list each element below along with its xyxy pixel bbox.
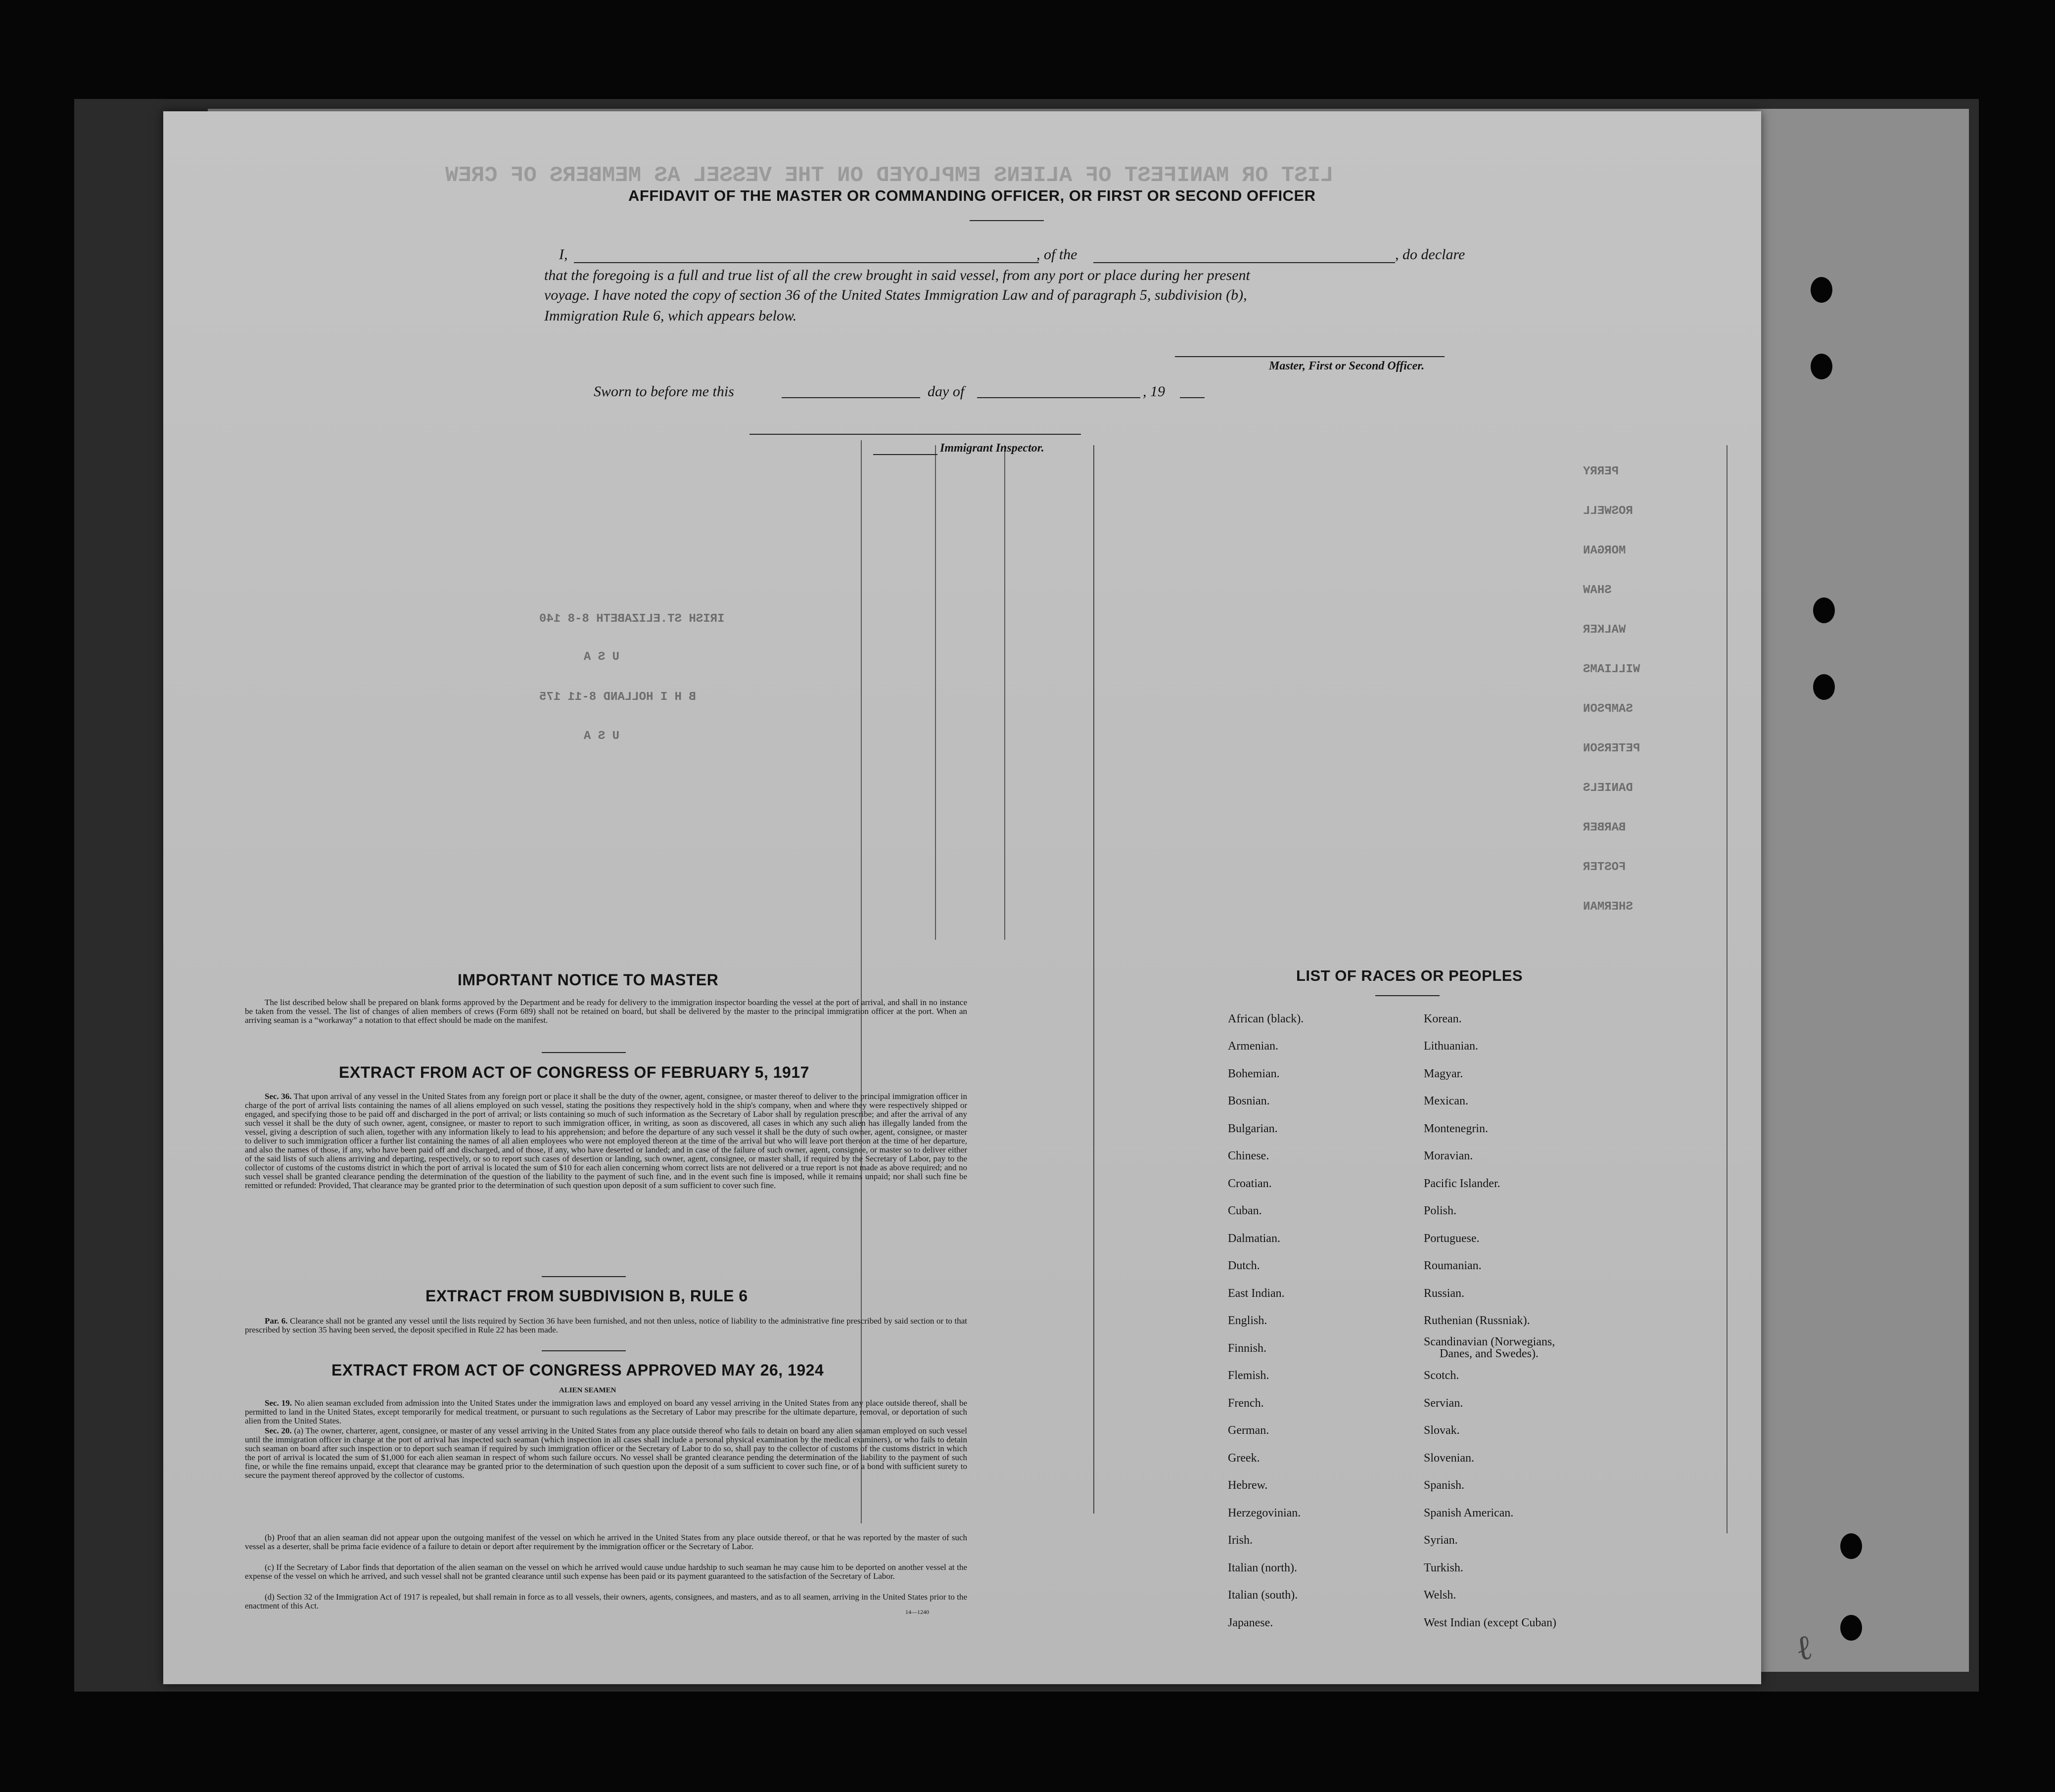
race-right-item: Magyar. (1424, 1067, 1463, 1080)
race-right-item: Moravian. (1424, 1149, 1473, 1162)
notice-title: IMPORTANT NOTICE TO MASTER (458, 971, 719, 989)
ghost-name: MORGAN (1583, 544, 1626, 557)
sec-20-body: (a) The owner, charterer, agent, consignee, or master of any vessel arriving in the United States from any place outside thereof who fails to detain on board any alien seaman employed on such vessel until the immigration officer in charge at the port of arrival has inspected such seaman (which inspection in all cases shall include a personal physical examination by the medical examiners), or who fails to detain such seaman on board after such inspection or to deport such seaman if required by such immigration officer or the Secretary of Labor to do so, shall pay to the collector of customs of the customs district in which the port of arrival is located the sum of $1,000 for each alien seaman in respect of whom such failure occurs. No vessel shall be granted clearance pending the determination of the liability to the payment of such fine, or while the fine remains unpaid, except that clearance may be granted prior to the determination of such question upon the deposit of a sum sufficient to cover such fine, or of a bond with sufficient surety to secure the payment thereof approved by the collector of customs. (245, 1426, 967, 1480)
punch-hole (1811, 277, 1832, 303)
column-line (1727, 445, 1728, 1533)
ghost-name: SHAW (1583, 584, 1612, 597)
extract-1924-p3: (b) Proof that an alien seaman did not appear upon the outgoing manifest of the vessel on which he arrived in the United States from any place outside thereof, or that he was reported by the master of such vessel as a deserter, shall be prima facie evidence of a failure to detain or deport after requirement by the immigration officer or the Secretary of Labor. (245, 1533, 967, 1551)
sec-36-label: Sec. 36. (265, 1092, 292, 1101)
punch-hole (1840, 1533, 1862, 1559)
race-left-item: Greek. (1228, 1452, 1260, 1465)
race-left-item: East Indian. (1228, 1287, 1285, 1300)
affidavit-line-4: Immigration Rule 6, which appears below. (544, 308, 797, 324)
race-left-item: Cuban. (1228, 1204, 1262, 1217)
races-underline (1375, 995, 1440, 996)
race-left-item: Bosnian. (1228, 1095, 1270, 1107)
race-right-item: Roumanian. (1424, 1259, 1482, 1272)
sworn-month-blank (977, 397, 1140, 398)
race-left-item: French. (1228, 1397, 1264, 1410)
title-underline (970, 220, 1044, 221)
ghost-name: BARBER (1583, 821, 1626, 834)
extract-1917-text (245, 1092, 967, 1190)
inspector-signature-line (749, 434, 1081, 435)
day-of-text: day of (928, 383, 965, 400)
race-right-item: Russian. (1424, 1287, 1465, 1300)
par-6-label: Par. 6. (265, 1316, 288, 1326)
race-right-item: Syrian. (1424, 1534, 1458, 1547)
race-right-item: Pacific Islander. (1424, 1177, 1500, 1190)
race-left-item: English. (1228, 1314, 1267, 1327)
column-line (861, 440, 862, 1523)
extract-1924-p2 (245, 1426, 967, 1480)
column-line (935, 445, 936, 940)
section-divider (542, 1350, 626, 1351)
handwritten-mark: ℓ (1793, 1626, 1816, 1669)
ghost-row: U S A (584, 730, 620, 743)
alien-seamen-subtitle: ALIEN SEAMEN (559, 1386, 616, 1394)
race-left-item: African (black). (1228, 1012, 1304, 1025)
extract-rule6-title: EXTRACT FROM SUBDIVISION B, RULE 6 (425, 1287, 748, 1305)
sec-19-label: Sec. 19. (265, 1398, 292, 1408)
notice-text: The list described below shall be prepared on blank forms approved by the Department and be ready for delivery to the immigration inspector boarding the vessel at the port of arrival, and shall in no instance be taken from the vessel. The list of changes of alien members of crews (Form 689) shall not be retained on board, but shall be delivered by the master to the principal immigration officer at the port. When an arriving seaman is a “workaway” a notation to that effect should be made on the manifest. (245, 998, 967, 1025)
affidavit-line-2: that the foregoing is a full and true list of all the crew brought in said vessel, from any port or place during her present (544, 267, 1250, 283)
inspector-signature-line-short (873, 454, 937, 455)
punch-hole (1840, 1615, 1862, 1641)
race-left-item: Dalmatian. (1228, 1232, 1280, 1245)
race-left-item: Irish. (1228, 1534, 1253, 1547)
extract-1924-title: EXTRACT FROM ACT OF CONGRESS APPROVED MAY 26, 1924 (331, 1361, 824, 1379)
ghost-header: LIST OR MANIFEST OF ALIENS EMPLOYED ON THE VESSEL AS MEMBERS OF CREW (445, 163, 1334, 188)
race-right-item: Montenegrin. (1424, 1122, 1488, 1135)
ghost-name: DANIELS (1583, 781, 1633, 795)
name-blank (574, 262, 1039, 263)
ghost-name: SAMPSON (1583, 702, 1633, 716)
vessel-blank (1093, 262, 1395, 263)
ghost-row: B H I HOLLAND 8-11 175 (539, 690, 696, 704)
race-left-item: Italian (north). (1228, 1562, 1297, 1574)
affidavit-title: AFFIDAVIT OF THE MASTER OR COMMANDING OFFICER, OR FIRST OR SECOND OFFICER (628, 187, 1316, 204)
ghost-name: PETERSON (1583, 742, 1640, 755)
extract-1924-p1 (245, 1399, 967, 1425)
race-right-item: Spanish. (1424, 1479, 1465, 1492)
race-right-item: West Indian (except Cuban) (1424, 1616, 1556, 1629)
extract-1924-p4: (c) If the Secretary of Labor finds that deportation of the alien seaman on the vessel on which he arrived would cause undue hardship to such seaman he may cause him to be deported on another vessel at the expense of the vessel on which he arrived, and such vessel shall not be granted clearance until such expense has been paid or its payment guaranteed to the satisfaction of the Secretary of Labor. (245, 1562, 967, 1581)
sworn-year-blank (1180, 397, 1205, 398)
race-left-item: Herzegovinian. (1228, 1507, 1301, 1519)
races-title: LIST OF RACES OR PEOPLES (1296, 967, 1523, 984)
extract-rule6-text (245, 1317, 967, 1334)
punch-hole (1813, 597, 1835, 623)
race-right-item: Welsh. (1424, 1589, 1456, 1602)
inspector-label: Immigrant Inspector. (940, 442, 1044, 455)
column-line (1004, 445, 1005, 940)
year-text: , 19 (1143, 383, 1165, 400)
affidavit-line-3: voyage. I have noted the copy of section 36 of the United States Immigration Law and of paragraph 5, subdivision (b), (544, 287, 1247, 303)
race-right-item: Spanish American. (1424, 1507, 1514, 1519)
race-left-item: German. (1228, 1424, 1269, 1437)
sworn-text: Sworn to before me this (594, 383, 734, 400)
race-right-item: Mexican. (1424, 1095, 1468, 1107)
race-right-item: Lithuanian. (1424, 1040, 1478, 1053)
ghost-name: ROSWELL (1583, 505, 1633, 518)
race-left-item: Croatian. (1228, 1177, 1272, 1190)
race-right-item: Danes, and Swedes). (1440, 1347, 1539, 1360)
extract-1917-title: EXTRACT FROM ACT OF CONGRESS OF FEBRUARY 5, 1917 (339, 1063, 809, 1081)
race-left-item: Finnish. (1228, 1342, 1267, 1355)
race-left-item: Hebrew. (1228, 1479, 1268, 1492)
race-right-item: Turkish. (1424, 1562, 1463, 1574)
race-left-item: Flemish. (1228, 1369, 1269, 1382)
race-left-item: Chinese. (1228, 1149, 1269, 1162)
punch-hole (1813, 674, 1835, 700)
affidavit-declare: , do declare (1395, 246, 1465, 263)
race-right-item: Servian. (1424, 1397, 1463, 1410)
master-signature-line (1175, 356, 1445, 357)
punch-hole (1811, 354, 1832, 379)
sec-20-label: Sec. 20. (265, 1426, 292, 1435)
affidavit-of-the: , of the (1036, 246, 1077, 263)
race-left-item: Japanese. (1228, 1616, 1273, 1629)
sworn-day-blank (782, 397, 920, 398)
race-right-item: Scotch. (1424, 1369, 1459, 1382)
section-divider (542, 1276, 626, 1277)
race-right-item: Scandinavian (Norwegians, (1424, 1335, 1555, 1348)
race-right-item: Slovak. (1424, 1424, 1460, 1437)
par-6-body: Clearance shall not be granted any vessel until the lists required by Section 36 have been furnished, and not then unless, notice of liability to the administrative fine prescribed by said section or to that prescribed by section 35 having been served, the deposit specified in Rule 22 has been made. (245, 1316, 967, 1334)
sec-19-body: No alien seaman excluded from admission into the United States under the immigration laws and employed on board any vessel arriving in the United States from any place outside thereof, shall be permitted to land in the United States, except temporarily for medical treatment, or pursuant to such regulations as the Secretary of Labor may prescribe for the ultimate departure, removal, or deportation of such alien from the United States. (245, 1398, 967, 1425)
sec-36-body: That upon arrival of any vessel in the United States from any foreign port or place it shall be the duty of the owner, agent, consignee, or master thereof to deliver to the principal immigration officer in charge of the port of arrival lists containing the names of all aliens employed on such vessel, stating the positions they respectively hold in the ship's company, when and where they were respectively shipped or engaged, and specifying those to be paid off and discharged in the port of arrival; or lists containing so much of such information as the Secretary of Labor shall by regulation prescribe; and after the arrival of any such vessel it shall be the duty of such owner, agent, consignee, or master to report to such immigration officer, in writing, as soon as discovered, all cases in which any such alien has illegally landed from the vessel, giving a description of such alien, together with any information likely to lead to his apprehension; and before the departure of any such vessel it shall be the duty of such owner, agent, consignee, or master to deliver to such immigration officer a further list containing the names of all alien employees who were not employed thereon at the time of the arrival but who will leave port thereon at the time of her departure, and also the names of those, if any, who have been paid off and discharged, and of those, if any, who have deserted or landed; and in case of the failure of such owner, agent, consignee, or master so to deliver either of the said lists of such aliens arriving and departing, respectively, or so to report such cases of desertion or landing, such owner, agent, consignee, or master shall, if required by the Secretary of Labor, pay to the collector of customs of the customs district in which the port of arrival is located the sum of $10 for each alien concerning whom correct lists are not delivered or a true report is not made as above required; and no such vessel shall be granted clearance pending the determination of the question of the liability to the payment of such fine, and in the event such fine is imposed, while it remains unpaid; nor shall such fine be remitted or refunded: Provided, That clearance may be granted prior to the determination of such question upon deposit of a sum sufficient to cover such fine. (245, 1092, 967, 1190)
ghost-name: SHERMAN (1583, 900, 1633, 914)
race-right-item: Polish. (1424, 1204, 1457, 1217)
section-divider (542, 1052, 626, 1053)
race-left-item: Italian (south). (1228, 1589, 1298, 1602)
race-right-item: Korean. (1424, 1012, 1462, 1025)
ghost-name: FOSTER (1583, 861, 1626, 874)
affidavit-i: I, (559, 246, 568, 263)
race-left-item: Bulgarian. (1228, 1122, 1278, 1135)
ghost-name: WILLIAMS (1583, 663, 1640, 676)
race-left-item: Bohemian. (1228, 1067, 1280, 1080)
ghost-name: PERRY (1583, 465, 1619, 478)
column-line (1093, 445, 1094, 1514)
race-left-item: Dutch. (1228, 1259, 1260, 1272)
race-right-item: Ruthenian (Russniak). (1424, 1314, 1530, 1327)
race-right-item: Slovenian. (1424, 1452, 1474, 1465)
form-number: 14—1240 (905, 1608, 929, 1615)
master-signature-label: Master, First or Second Officer. (1269, 360, 1425, 372)
ghost-row: U S A (584, 650, 620, 664)
ghost-row: IRISH ST.ELIZABETH 8-8 140 (539, 612, 725, 626)
ghost-name: WALKER (1583, 623, 1626, 637)
race-left-item: Armenian. (1228, 1040, 1278, 1053)
extract-1924-p5: (d) Section 32 of the Immigration Act of 1917 is repealed, but shall remain in force as to all vessels, their owners, agents, consignees, and masters, and as to all seamen, arriving in the United States prior to the enactment of this Act. (245, 1592, 967, 1610)
race-right-item: Portuguese. (1424, 1232, 1480, 1245)
